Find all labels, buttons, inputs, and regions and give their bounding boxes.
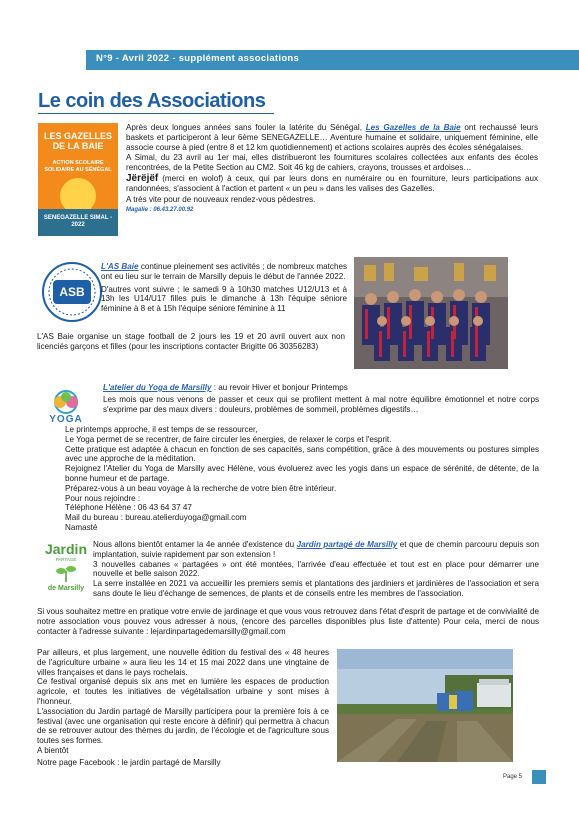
gazelles-poster [38,123,118,236]
yoga-link[interactable]: L'atelier du Yoga de Marsilly [103,383,212,392]
gazelles-p1-start: Après deux longues années sans fouler la latérite du Sénégal, [126,123,362,132]
page-title: Le coin des Associations [38,90,266,112]
yoga-paragraph-7: Pour nous rejoindre : [65,493,141,503]
title-underline [38,113,274,114]
yoga-intro-text: : au revoir Hiver et bonjour Printemps [213,383,348,392]
festival-bientot: A bientôt [37,745,69,755]
asb-paragraph-2: D'autres vont suivre ; le samedi 9 à 10h30 matches U12/U13 et à 13h les U14/U17 filles puis le dimanche à 13h l'équipe séniore féminine à 8 et à 15h l'équipe séniore féminine à 11 [101,284,347,314]
jardin-logo-partage: PARTAGÉ [55,557,77,562]
festival-section [37,648,329,768]
jardin-paragraph-3: La serre installée en 2021 va accueillir les premiers semis et plantations des jardiniers et jardinières de l'association et sera sans doute le lieu d'échange de semences, de plants et de conseils entre les membres de l'association. [93,579,539,598]
sprout-icon [40,563,92,583]
jardin-logo-subtitle: de Marsilly [47,585,85,592]
poster-title: LES GAZELLES DE LA BAIE [43,131,112,151]
jardin-link[interactable]: Jardin partagé de Marsilly [296,540,398,549]
asb-logo-text: ASB [59,285,85,299]
gazelles-p1-aventure: Aventure humaine et solidaire, uniquement féminine, elle associe course à pied (entre 8 et 12 km quotidiennement) et actions scolaires auprès des écoles sénégalaises. [126,132,538,152]
gazelles-link[interactable]: Les Gazelles de la Baie [365,123,461,132]
asb-p1: continue pleinement ses activités ; de nombreux matches ont eu lieu sur le terrain de Marsilly depuis le début de l'année 2022. [101,262,347,281]
jardin-contact-section [37,607,539,636]
team-photo-illustration [354,257,508,369]
poster-footer: SENEGAZELLE SIMAL - 2022 [43,215,113,228]
yoga-header [103,383,539,414]
yoga-paragraph-3: Le Yoga permet de se recentrer, de faire circuler les énergies, de relaxer le corps et l'esprit. [65,434,392,444]
team-photo [354,257,508,369]
page-corner-box [532,770,546,784]
jardin-section [93,540,539,599]
garden-photo [337,649,513,762]
yoga-paragraph-5: Rejoignez l'Atelier du Yoga de Marsilly avec Hélène, vous évoluerez avec les yogis dans un espace de sérénité, de détente, de la bonne humeur et de partage. [65,464,539,483]
yoga-phone: Téléphone Hélène : 06 43 64 37 47 [65,503,192,513]
yoga-paragraph-4: Cette pratique est adaptée à chacun en fonction de ses capacités, sans compétition, grâce à des mouvements ou postures simples avec une approche de la méditation. [65,444,539,464]
poster-subtitle: ACTION SCOLAIRE SOLIDAIRE AU SÉNÉGAL [44,160,112,173]
jerejef-word: Jërëjëf [126,172,159,184]
gazelles-contact: Magalie : 06.43.27.00.92 [126,207,194,214]
jardin-paragraph-1 [93,540,539,560]
page-number: Page 5 [503,774,523,780]
yoga-section [65,425,539,533]
festival-paragraph-3: L'association du Jardin partagé de Marsilly participera pour la première fois à ce festival (avec une organisation qui reste encore à définir) qui permettra à chacun de se retrouver autour des thèmes du jardin, de l'écologie et de l'agriculture sous toutes ses formes. [37,706,329,746]
gazelles-p1-end: ont rechaussé leurs baskets et participeront à leur 6ème SENEGAZELLE… [126,123,539,142]
gazelles-p3-rest: (merci en wolof) à ceux, qui par leurs dons en numéraire ou en fourniture, leurs participations aux randonnées, s'associent à l'action et partent « un peu » dans les valises des Gazelles. [126,173,538,193]
asb-paragraph-3: L'AS Baie organise un stage football de 2 jours les 19 et 20 avril ouvert aux non licenciés garçons et filles (pour les inscriptions contacter Brigitte 06 30356283) [37,332,345,351]
asb-stage [37,332,345,352]
gazelles-paragraph-2: A Simal, du 23 avril au 1er mai, elles distribueront les fournitures scolaires collectées aux enfants des écoles rencontrées, de la Petite Section au CM2. Soit 46 kg de cahiers, crayons, trousses et ardoises… [126,153,538,173]
festival-paragraph-1: Par ailleurs, et plus largement, une nouvelle édition du festival des « 48 heures de l'agriculture urbaine » aura lieu les 14 et 15 mai 2022 dans une vingtaine de villes françaises et dans le pays rochelais. [37,648,329,677]
asb-link[interactable]: L'AS Baie [101,262,139,271]
jardin-p1-start: Nous allons bientôt entamer la 4e année d'existence du [93,540,295,549]
yoga-namaste: Namasté [65,522,98,532]
issue-header: N°9 - Avril 2022 - supplément associations [96,53,300,64]
yoga-logo-text: YOGA [49,414,83,425]
jardin-p1-end: et que de chemin parcouru depuis son implantation, suivie rapidement par son extension ! [93,540,540,559]
yoga-paragraph-1: Les mois que nous venons de passer et ceux qui se profilent mettent à mal notre équilibre émotionnel et notre corps s'exprime par des maux divers : douleurs, problèmes de sommeil, problèmes digestifs… [103,394,539,414]
jardin-logo [40,541,92,597]
asb-section [101,262,347,314]
yoga-paragraph-2: Le printemps approche, il est temps de se ressourcer, [65,425,258,434]
jardin-paragraph-4: Si vous souhaitez mettre en pratique votre envie de jardinage et que vous vous retrouvez dans l'état d'esprit de partage et de convivialité de notre association vous pouvez vous adresser à nous, (encore des parcelles disponibles plus liste d'attente) Pour cela, merci de nous contacter à l'adresse suivante : lejardinpartagedemarsilly@gmail.com [37,607,539,636]
garden-photo-illustration [337,649,513,762]
gazelles-paragraph-3 [126,174,538,194]
jardin-paragraph-2: 3 nouvelles cabanes « partagées » ont été montées, l'arrivée d'eau effectuée et tout est en place pour démarrer une nouvelle et belle saison 2022. [93,559,539,579]
yoga-paragraph-6: Préparez-vous à un beau voyage à la recherche de votre bien être intérieur. [65,483,337,493]
gazelles-paragraph-4: A très vite pour de nouveaux rendez-vous pédestres. [126,194,316,204]
yoga-logo [40,388,92,428]
jardin-logo-title: Jardin [44,541,87,557]
gazelles-section [126,123,538,216]
festival-paragraph-2: Ce festival organisé depuis six ans met en lumière les espaces de production agricole, et toutes les initiatives de végétalisation urbaine y sont mises à l'honneur. [37,677,329,706]
yoga-intro [103,383,539,393]
asb-logo [42,262,102,322]
gazelles-paragraph-1 [126,123,538,152]
facebook-page: Notre page Facebook : le jardin partagé de Marsilly [37,757,221,767]
asb-paragraph-1 [101,262,347,282]
yoga-email: Mail du bureau : bureau.atelierduyoga@gmail.com [65,513,247,523]
